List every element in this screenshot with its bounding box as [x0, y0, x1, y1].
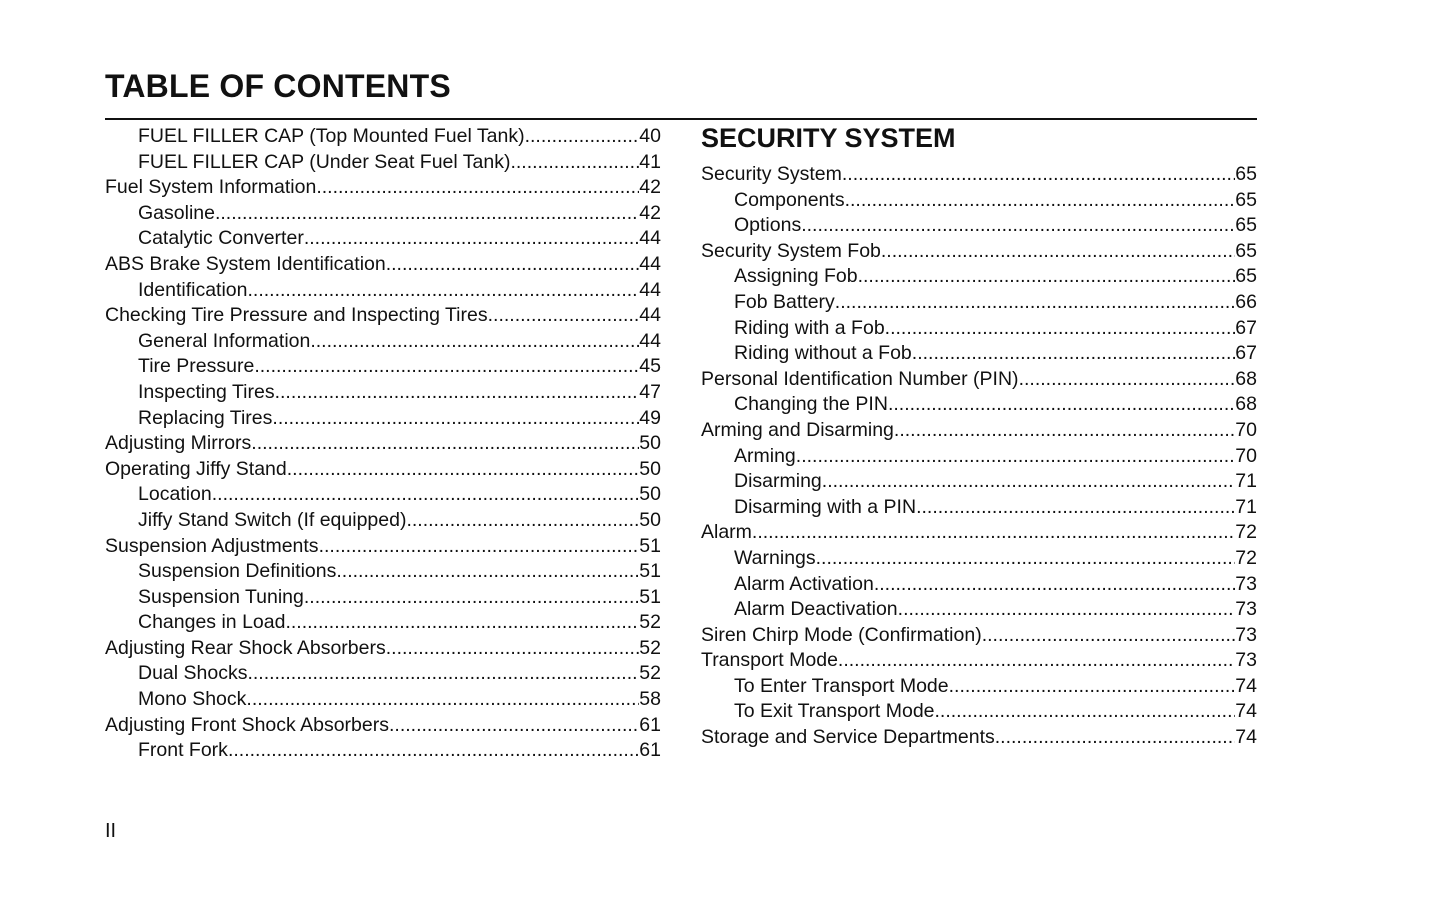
toc-entry[interactable]	[105, 124, 661, 150]
toc-entry-label: Location	[138, 483, 212, 506]
toc-entry-label: Options	[734, 214, 802, 237]
toc-entry-label: Arming and Disarming	[701, 418, 894, 441]
toc-entry-label: Changes in Load	[138, 611, 286, 634]
toc-entry[interactable]	[105, 687, 661, 713]
dot-leader	[888, 392, 1235, 418]
dot-leader	[912, 341, 1236, 367]
toc-entry[interactable]	[701, 188, 1257, 214]
toc-entry-label: To Enter Transport Mode	[734, 674, 949, 697]
toc-entry[interactable]	[105, 252, 661, 278]
toc-entry-label: Tire Pressure	[138, 355, 255, 378]
dot-leader	[838, 648, 1235, 674]
toc-entry[interactable]	[105, 278, 661, 304]
toc-entry-label: Fob Battery	[734, 290, 835, 313]
toc-entry[interactable]	[701, 674, 1257, 700]
toc-entry-label: Components	[734, 188, 845, 211]
toc-entry[interactable]	[105, 354, 661, 380]
toc-entry-page-number: 65	[1235, 239, 1257, 262]
toc-entry[interactable]	[105, 329, 661, 355]
toc-entry[interactable]	[701, 418, 1257, 444]
toc-entry-label: FUEL FILLER CAP (Under Seat Fuel Tank)	[138, 150, 511, 173]
toc-entry[interactable]	[105, 431, 661, 457]
toc-right-column	[701, 122, 1257, 751]
toc-entry-label: Inspecting Tires	[138, 380, 275, 403]
toc-entry-page-number: 73	[1235, 598, 1257, 621]
dot-leader	[275, 380, 640, 406]
dot-leader	[316, 175, 639, 201]
toc-entry-label: Riding without a Fob	[734, 342, 912, 365]
toc-entry-label: Catalytic Converter	[138, 227, 304, 250]
toc-entry-label: Security System Fob	[701, 239, 881, 262]
toc-entry-label: Assigning Fob	[734, 265, 858, 288]
title-divider	[105, 118, 1257, 120]
dot-leader	[752, 520, 1235, 546]
toc-entry-label: Arming	[734, 444, 796, 467]
toc-entry-label: Security System	[701, 163, 842, 185]
toc-entry[interactable]	[701, 290, 1257, 316]
toc-entry-label: Suspension Tuning	[138, 585, 304, 608]
toc-entry-page-number: 65	[1235, 163, 1257, 185]
toc-entry-label: Gasoline	[138, 201, 215, 224]
dot-leader	[228, 738, 639, 764]
toc-entry-page-number: 73	[1235, 572, 1257, 595]
toc-entry-page-number: 51	[639, 585, 661, 608]
dot-leader	[488, 303, 640, 329]
dot-leader	[386, 636, 640, 662]
toc-entry-page-number: 61	[639, 713, 661, 736]
toc-entry-label: Warnings	[734, 546, 816, 569]
toc-entry-page-number: 52	[639, 636, 661, 659]
toc-entry[interactable]	[105, 738, 661, 764]
toc-entry-page-number: 44	[639, 278, 661, 301]
toc-entry-page-number: 52	[639, 662, 661, 685]
toc-entry-page-number: 58	[639, 688, 661, 711]
toc-entry-page-number: 65	[1235, 188, 1257, 211]
toc-entry-page-number: 68	[1235, 367, 1257, 390]
toc-entry-label: Riding with a Fob	[734, 316, 885, 339]
toc-entry[interactable]	[701, 264, 1257, 290]
toc-entry[interactable]	[105, 534, 661, 560]
toc-entry-label: Jiffy Stand Switch (If equipped)	[138, 508, 407, 531]
toc-entry-page-number: 41	[639, 150, 661, 173]
toc-entry[interactable]	[105, 713, 661, 739]
toc-entry-label: Checking Tire Pressure and Inspecting Tires	[105, 304, 488, 327]
dot-leader	[894, 418, 1235, 444]
toc-entry-label: Storage and Service Departments	[701, 726, 995, 749]
dot-leader	[982, 623, 1236, 649]
toc-entry-label: General Information	[138, 329, 311, 352]
toc-entry[interactable]	[105, 457, 661, 483]
toc-entry-page-number: 67	[1235, 316, 1257, 339]
toc-entry[interactable]	[105, 406, 661, 432]
toc-entry-page-number: 73	[1235, 623, 1257, 646]
dot-leader	[251, 431, 639, 457]
toc-entry-label: Alarm Deactivation	[734, 598, 898, 621]
toc-entry[interactable]	[701, 444, 1257, 470]
dot-leader	[525, 124, 640, 150]
toc-entry-page-number: 67	[1235, 342, 1257, 365]
toc-entry-page-number: 47	[639, 380, 661, 403]
dot-leader	[885, 316, 1236, 342]
toc-entry-label: Replacing Tires	[138, 406, 273, 429]
toc-entry[interactable]	[701, 546, 1257, 572]
toc-entry-label: Suspension Definitions	[138, 560, 337, 583]
toc-entry[interactable]	[701, 520, 1257, 546]
dot-leader	[389, 713, 639, 739]
dot-leader	[304, 585, 639, 611]
toc-entry[interactable]	[701, 699, 1257, 725]
toc-entry-label: Changing the PIN	[734, 393, 888, 416]
toc-entry[interactable]	[701, 597, 1257, 623]
toc-entry[interactable]	[701, 495, 1257, 521]
toc-entry[interactable]	[701, 469, 1257, 495]
toc-entry-label: Front Fork	[138, 739, 228, 762]
dot-leader	[935, 699, 1236, 725]
toc-entry-label: Personal Identification Number (PIN)	[701, 367, 1019, 390]
dot-leader	[995, 725, 1236, 751]
toc-entry-page-number: 71	[1235, 470, 1257, 493]
toc-entry[interactable]	[105, 175, 661, 201]
toc-entry-label: Dual Shocks	[138, 662, 248, 685]
toc-entry-label: FUEL FILLER CAP (Top Mounted Fuel Tank)	[138, 125, 525, 147]
toc-entry-label: To Exit Transport Mode	[734, 700, 935, 723]
toc-entry-page-number: 44	[639, 304, 661, 327]
toc-entry-label: Transport Mode	[701, 649, 838, 672]
dot-leader	[881, 239, 1235, 265]
toc-entry[interactable]	[105, 661, 661, 687]
toc-entry[interactable]	[701, 341, 1257, 367]
dot-leader	[386, 252, 640, 278]
page-title: TABLE OF CONTENTS	[105, 68, 451, 104]
toc-entry[interactable]	[105, 559, 661, 585]
toc-entry-page-number: 44	[639, 329, 661, 352]
toc-entry-page-number: 74	[1235, 674, 1257, 697]
toc-entry-label: Alarm	[701, 521, 752, 544]
dot-leader	[254, 354, 639, 380]
toc-entry[interactable]	[105, 201, 661, 227]
dot-leader	[212, 482, 640, 508]
toc-entry[interactable]	[105, 380, 661, 406]
toc-entry[interactable]	[105, 482, 661, 508]
toc-entry-page-number: 72	[1235, 521, 1257, 544]
toc-entry-page-number: 49	[639, 406, 661, 429]
toc-entry-page-number: 51	[639, 534, 661, 557]
dot-leader	[310, 329, 639, 355]
toc-entry-label: ABS Brake System Identification	[105, 252, 386, 275]
toc-entry-page-number: 70	[1235, 418, 1257, 441]
toc-entry-page-number: 61	[639, 739, 661, 762]
toc-entry-page-number: 51	[639, 560, 661, 583]
toc-entry-page-number: 50	[639, 457, 661, 480]
toc-entry[interactable]	[701, 572, 1257, 598]
dot-leader	[287, 457, 640, 483]
toc-entry[interactable]	[701, 239, 1257, 265]
toc-entry-page-number: 65	[1235, 265, 1257, 288]
dot-leader	[835, 290, 1236, 316]
toc-entry-page-number: 44	[639, 227, 661, 250]
toc-entry-page-number: 42	[639, 176, 661, 199]
toc-entry[interactable]	[105, 585, 661, 611]
dot-leader	[845, 188, 1236, 214]
toc-entry[interactable]	[105, 150, 661, 176]
dot-leader	[1019, 367, 1236, 393]
toc-entry-label: Disarming	[734, 470, 822, 493]
toc-entry-page-number: 73	[1235, 649, 1257, 672]
toc-entry-label: Adjusting Mirrors	[105, 432, 252, 455]
toc-entry-page-number: 50	[639, 508, 661, 531]
toc-entry-label: Siren Chirp Mode (Confirmation)	[701, 623, 982, 646]
toc-entry-page-number: 74	[1235, 726, 1257, 749]
toc-entry-page-number: 72	[1235, 546, 1257, 569]
toc-entry-label: Adjusting Rear Shock Absorbers	[105, 636, 386, 659]
dot-leader	[858, 264, 1236, 290]
toc-entry-page-number: 66	[1235, 290, 1257, 313]
dot-leader	[246, 687, 639, 713]
toc-entry-page-number: 50	[639, 432, 661, 455]
toc-entry[interactable]	[105, 226, 661, 252]
toc-entry[interactable]	[701, 367, 1257, 393]
dot-leader	[247, 661, 639, 687]
toc-entry-page-number: 70	[1235, 444, 1257, 467]
dot-leader	[916, 495, 1235, 521]
toc-entry-page-number: 42	[639, 201, 661, 224]
dot-leader	[406, 508, 639, 534]
toc-entry-label: Disarming with a PIN	[734, 495, 917, 518]
dot-leader	[285, 610, 639, 636]
toc-entry-page-number: 71	[1235, 495, 1257, 518]
dot-leader	[949, 674, 1236, 700]
toc-entry[interactable]	[701, 316, 1257, 342]
toc-entry-label: Identification	[138, 278, 248, 301]
toc-right-entries	[701, 162, 1257, 751]
dot-leader	[816, 546, 1236, 572]
toc-entry-page-number: 50	[639, 483, 661, 506]
toc-entry-page-number: 45	[639, 355, 661, 378]
toc-entry-page-number: 65	[1235, 214, 1257, 237]
toc-left-column	[105, 124, 661, 764]
section-heading: SECURITY SYSTEM	[701, 123, 956, 153]
dot-leader	[842, 162, 1235, 188]
toc-entry-page-number: 52	[639, 611, 661, 634]
toc-entry[interactable]	[105, 636, 661, 662]
toc-entry[interactable]	[701, 725, 1257, 751]
dot-leader	[898, 597, 1236, 623]
dot-leader	[319, 534, 640, 560]
dot-leader	[796, 444, 1236, 470]
toc-entry[interactable]	[105, 303, 661, 329]
dot-leader	[336, 559, 639, 585]
toc-entry[interactable]	[701, 648, 1257, 674]
dot-leader	[248, 278, 640, 304]
toc-entry-page-number: 40	[639, 125, 661, 147]
dot-leader	[304, 226, 639, 252]
toc-entry[interactable]	[701, 623, 1257, 649]
toc-entry[interactable]	[701, 162, 1257, 188]
toc-entry-page-number: 68	[1235, 393, 1257, 416]
dot-leader	[801, 213, 1235, 239]
dot-leader	[215, 201, 639, 227]
dot-leader	[874, 572, 1235, 598]
toc-entry[interactable]	[701, 213, 1257, 239]
toc-entry-label: Mono Shock	[138, 688, 247, 711]
dot-leader	[510, 150, 639, 176]
dot-leader	[272, 406, 639, 432]
toc-entry-page-number: 44	[639, 252, 661, 275]
toc-entry-page-number: 74	[1235, 700, 1257, 723]
dot-leader	[822, 469, 1236, 495]
toc-entry[interactable]	[105, 610, 661, 636]
toc-entry-label: Adjusting Front Shock Absorbers	[105, 713, 389, 736]
toc-entry-label: Operating Jiffy Stand	[105, 457, 287, 480]
page-number: II	[105, 820, 117, 842]
toc-entry-label: Alarm Activation	[734, 572, 874, 595]
toc-entry-label: Fuel System Information	[105, 176, 317, 199]
toc-entry-label: Suspension Adjustments	[105, 534, 319, 557]
toc-entry[interactable]	[701, 392, 1257, 418]
toc-entry[interactable]	[105, 508, 661, 534]
